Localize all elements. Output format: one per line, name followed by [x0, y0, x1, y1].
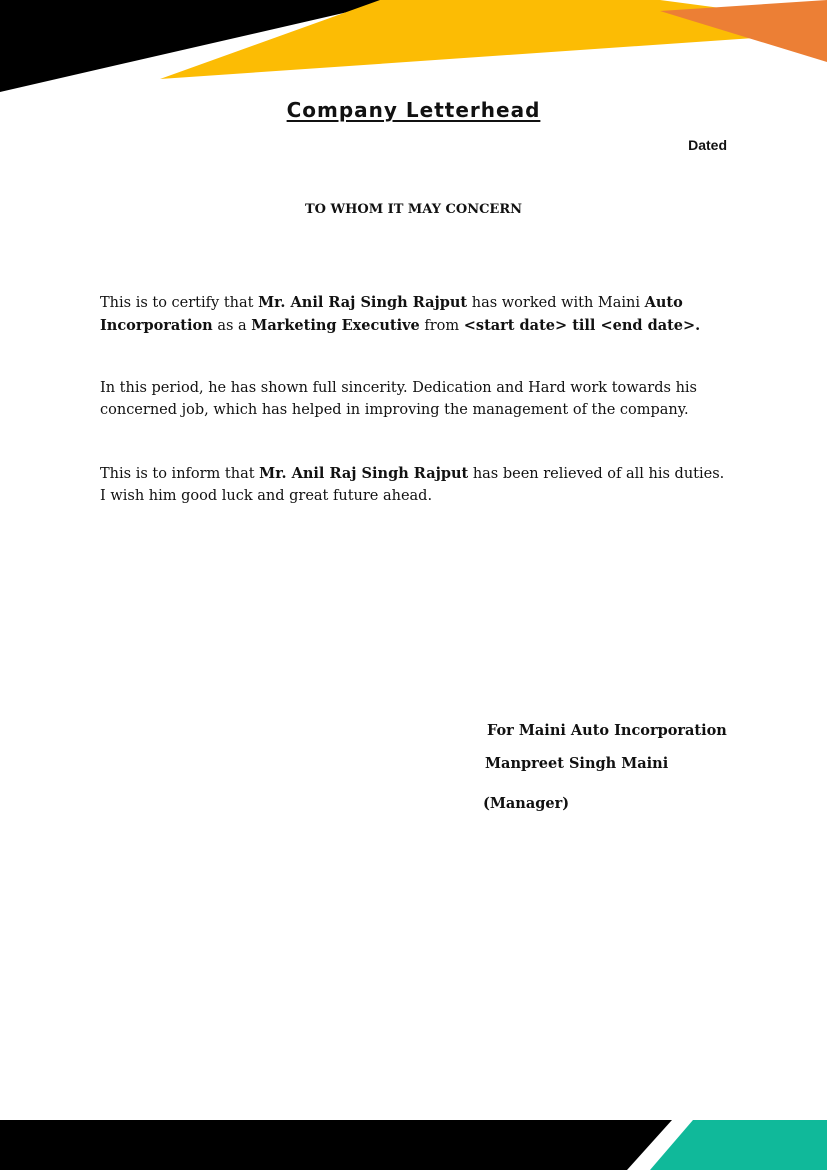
signature-name: Manpreet Singh Maini	[485, 755, 669, 772]
footer-teal-stripe	[650, 1120, 827, 1170]
dated-label: Dated	[688, 137, 727, 153]
signature-company: For Maini Auto Incorporation	[487, 722, 727, 739]
header-decoration	[0, 0, 827, 100]
relieving-paragraph: This is to inform that Mr. Anil Raj Singh Rajput has been relieved of all his duties. I wish him good luck and great future ahead.	[100, 465, 725, 504]
certification-paragraph: This is to certify that Mr. Anil Raj Singh Rajput has worked with Maini Auto Incorporation as a Marketing Executive from <start date> till <end date>.	[100, 294, 701, 334]
page-title: Company Letterhead	[286, 98, 541, 122]
salutation: TO WHOM IT MAY CONCERN	[304, 202, 523, 217]
footer-black-stripe	[0, 1120, 672, 1170]
footer-decoration	[0, 1115, 827, 1170]
signature-role: (Manager)	[483, 795, 570, 812]
performance-paragraph: In this period, he has shown full sincerity. Dedication and Hard work towards his concerned job, which has helped in improving the management of the company.	[100, 380, 697, 418]
